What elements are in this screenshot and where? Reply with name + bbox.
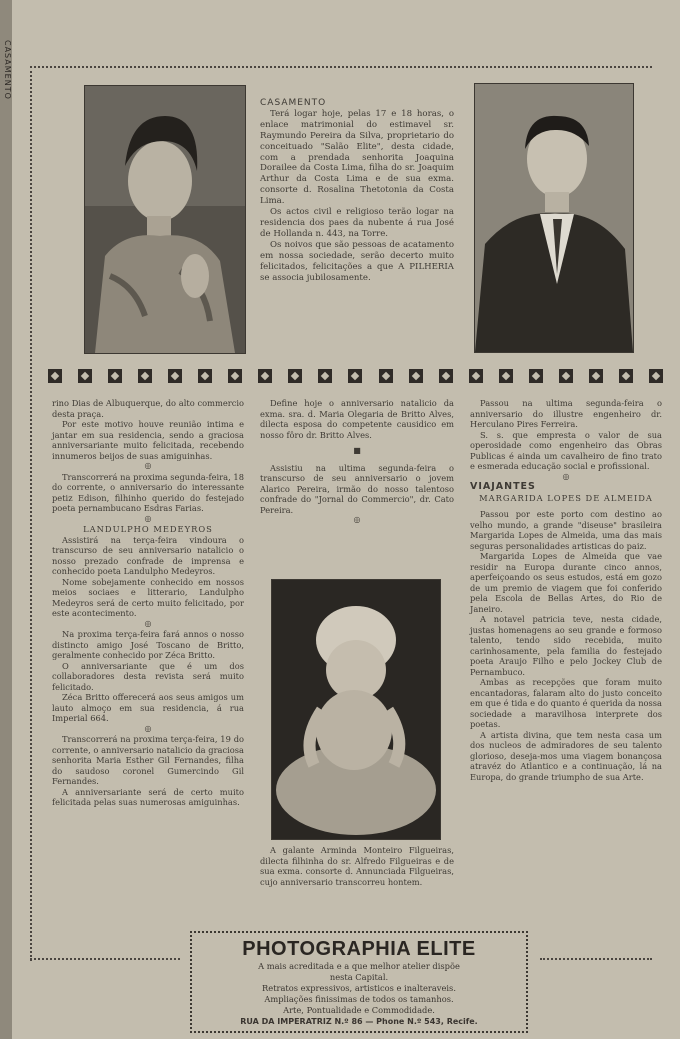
ornament-icon bbox=[288, 369, 302, 383]
wedding-paragraph: Os actos civil e religioso terão logar na residencia dos paes da nubente á rua José de Hollanda n. 443, na Torre. bbox=[260, 207, 454, 239]
paragraph: O anniversariante que é um dos collaboradores desta revista será muito felicitado. bbox=[52, 660, 244, 692]
section-heading: LANDULPHO MEDEYROS bbox=[83, 524, 213, 534]
ornament-icon bbox=[168, 369, 182, 383]
groom-photo bbox=[474, 83, 634, 353]
paragraph: Passou por este porto com destino ao velho mundo, a grande "diseuse" brasileira Margarida Lopes de Almeida, uma das mais seguras personalidades artisticas do paiz. bbox=[470, 509, 662, 551]
bride-photo bbox=[84, 85, 246, 354]
ornament-icon bbox=[379, 369, 393, 383]
column-left bbox=[52, 398, 244, 808]
ornament-icon bbox=[78, 369, 92, 383]
ornament-icon bbox=[348, 369, 362, 383]
ad-title: PHOTOGRAPHIA ELITE bbox=[242, 938, 476, 960]
ornament-icon: ◎ bbox=[353, 515, 361, 524]
paragraph: Passou na ultima segunda-feira o anniversario do illustre engenheiro dr. Herculano Pires Ferreira. bbox=[470, 398, 662, 429]
paragraph: Zéca Britto offerecerá aos seus amigos um lauto almoço em sua residencia, á rua Imperial 664. bbox=[52, 692, 244, 723]
ornament-icon bbox=[108, 369, 122, 383]
spine-text: CASAMENTO bbox=[3, 40, 12, 100]
wedding-paragraph: Os noivos que são pessoas de acatamento em nossa sociedade, serão decerto muito felicitados, felicitações a que A PILHERIA se associa jubilosamente. bbox=[260, 239, 454, 283]
paragraph: rino Dias de Albuquerque, do alto commercio desta praça. bbox=[52, 398, 244, 419]
paragraph: Assistiu na ultima segunda-feira o transcurso de seu anniversario o jovem Alarico Pereira, irmão do nosso talentoso confrade do "Jornal do Commercio", dr. Cato Pereira. bbox=[260, 462, 454, 515]
ornament-icon bbox=[198, 369, 212, 383]
ad-line: Retratos expressivos, artisticos e inalteraveis. bbox=[262, 983, 456, 993]
ornament-icon bbox=[649, 369, 663, 383]
ornament-icon bbox=[48, 369, 62, 383]
paragraph: Transcorrerá na proxima terça-feira, 19 do corrente, o anniversario natalicio da graciosa senhorita Maria Esther Gil Fernandes, filha do saudoso coronel Gumercindo Gil Fernandes. bbox=[52, 734, 244, 786]
bottom-rule-left bbox=[30, 958, 180, 960]
paragraph: Nome sobejamente conhecido em nossos meios sociaes e litterario, Landulpho Medeyros será de certo muito felicitado, por este acontecimento. bbox=[52, 576, 244, 618]
paragraph: Margarida Lopes de Almeida que vae residir na Europa durante cinco annos, aperfeiçoando os seus estudos, está em gozo de um premio de viagem que foi conferido pela Escola de Bellas Artes, do Rio de Janeiro. bbox=[470, 551, 662, 614]
ornament-icon bbox=[469, 369, 483, 383]
baby-caption bbox=[260, 845, 454, 887]
paragraph: Transcorrerá na proxima segunda-feira, 18 do corrente, o anniversario do interessante petiz Edison, filhinho querido do festejado poeta pernambucano Esdras Farias. bbox=[52, 471, 244, 513]
ornament-icon: ◎ bbox=[144, 513, 152, 523]
top-dotted-border bbox=[30, 66, 652, 68]
ornament-icon bbox=[529, 369, 543, 383]
ornament-icon bbox=[619, 369, 633, 383]
ad-line: nesta Capital. bbox=[329, 972, 389, 982]
paragraph: A anniversariante será de certo muito felicitada pelas suas numerosas amiguinhas. bbox=[52, 786, 244, 807]
bottom-rule-right bbox=[540, 958, 652, 960]
ornament-icon bbox=[138, 369, 152, 383]
baby-photo bbox=[271, 579, 441, 840]
paragraph: Assistirá na terça-feira vindoura o transcurso de seu anniversario natalicio o nosso prezado confrade de imprensa e conhecido poeta Landulpho Medeyros. bbox=[52, 534, 244, 576]
ad-line: A mais acreditada e a que melhor atelier dispõe bbox=[258, 961, 460, 971]
left-dotted-border bbox=[30, 66, 32, 961]
paragraph: Por este motivo houve reunião intima e jantar em sua residencia, sendo a graciosa anniversariante muito felicitada, recebendo innumeros beijos de suas amiguinhas. bbox=[52, 419, 244, 461]
wedding-heading: CASAMENTO bbox=[260, 98, 327, 108]
ornament-icon bbox=[499, 369, 513, 383]
paragraph: Ambas as recepções que foram muito encantadoras, falaram alto do justo conceito em que é tida e do quanto é querida da nossa sociedade a maravilhosa interprete dos poetas. bbox=[470, 677, 662, 729]
ornament-icon: ◎ bbox=[144, 461, 152, 470]
wedding-article bbox=[260, 98, 454, 283]
column-right bbox=[470, 398, 662, 782]
paragraph: S. s. que empresta o valor de sua operosidade como engenheiro das Obras Publicas é ainda um cavalheiro de fino trato e esmerada educação social e profissional. bbox=[470, 429, 662, 471]
wedding-paragraph: Terá logar hoje, pelas 17 e 18 horas, o enlace matrimonial do estimavel sr. Raymundo Pereira da Silva, proprietario do conceituado "Salão Elite", desta cidade, com a prendada senhorita Joaquina Dorailee da Costa Lima, filha do sr. Joaquim Arthur da Costa Lima e de sua exma. consorte d. Rosalina Thetotonia da Costa Lima. bbox=[260, 108, 454, 207]
ornament-divider bbox=[48, 366, 663, 386]
ad-line: Arte, Pontualidade e Commodidade. bbox=[283, 1005, 435, 1015]
ornament-icon bbox=[318, 369, 332, 383]
paragraph: A notavel patricia teve, nesta cidade, justas homenagens ao seu grande e formoso talento, tendo sido recebida, muito carinhosamente, pela familia do festejado poeta Araujo Filho e pelo Jockey Club de Pernambuco. bbox=[470, 614, 662, 677]
ad-address: RUA DA IMPERATRIZ N.º 86 — Phone N.º 543, Recife. bbox=[240, 1017, 478, 1026]
section-heading: VIAJANTES bbox=[470, 481, 536, 492]
photo-caption: A galante Arminda Monteiro Filgueiras, dilecta filhinha do sr. Alfredo Filgueiras e de sua exma. consorte d. Annunciada Filgueiras, cujo anniversario transcorreu hontem. bbox=[260, 845, 454, 887]
ornament-icon bbox=[258, 369, 272, 383]
ornament-icon bbox=[409, 369, 423, 383]
ornament-icon bbox=[559, 369, 573, 383]
ornament-icon: ◎ bbox=[562, 471, 570, 481]
photographia-elite-ad bbox=[190, 931, 528, 1033]
paragraph: A artista divina, que tem nesta casa um dos nucleos de admiradores de seu talento glorioso, deseja-mos uma viagem bonançosa atravéz do Atlantico e a continuação, lá na Europa, do grande triumpho de sua Arte. bbox=[470, 729, 662, 782]
ornament-icon: ◎ bbox=[144, 723, 152, 733]
ornament-icon bbox=[589, 369, 603, 383]
section-subheading: MARGARIDA LOPES DE ALMEIDA bbox=[479, 492, 653, 503]
ornament-icon bbox=[228, 369, 242, 383]
paragraph: Define hoje o anniversario natalicio da exma. sra. d. Maria Olegaria de Britto Alves, dilecta esposa do competente causidico em nosso fôro dr. Britto Alves. bbox=[260, 398, 454, 440]
ornament-icon: ◎ bbox=[144, 618, 152, 628]
ornament-icon bbox=[439, 369, 453, 383]
page-binding bbox=[0, 0, 12, 1039]
ornament-icon: ■ bbox=[353, 446, 361, 455]
paragraph: Na proxima terça-feira fará annos o nosso distincto amigo José Toscano de Britto, geralmente conhecido por Zéca Britto. bbox=[52, 629, 244, 660]
column-middle bbox=[260, 398, 454, 526]
ad-line: Ampliações finissimas de todos os tamanhos. bbox=[264, 994, 454, 1004]
